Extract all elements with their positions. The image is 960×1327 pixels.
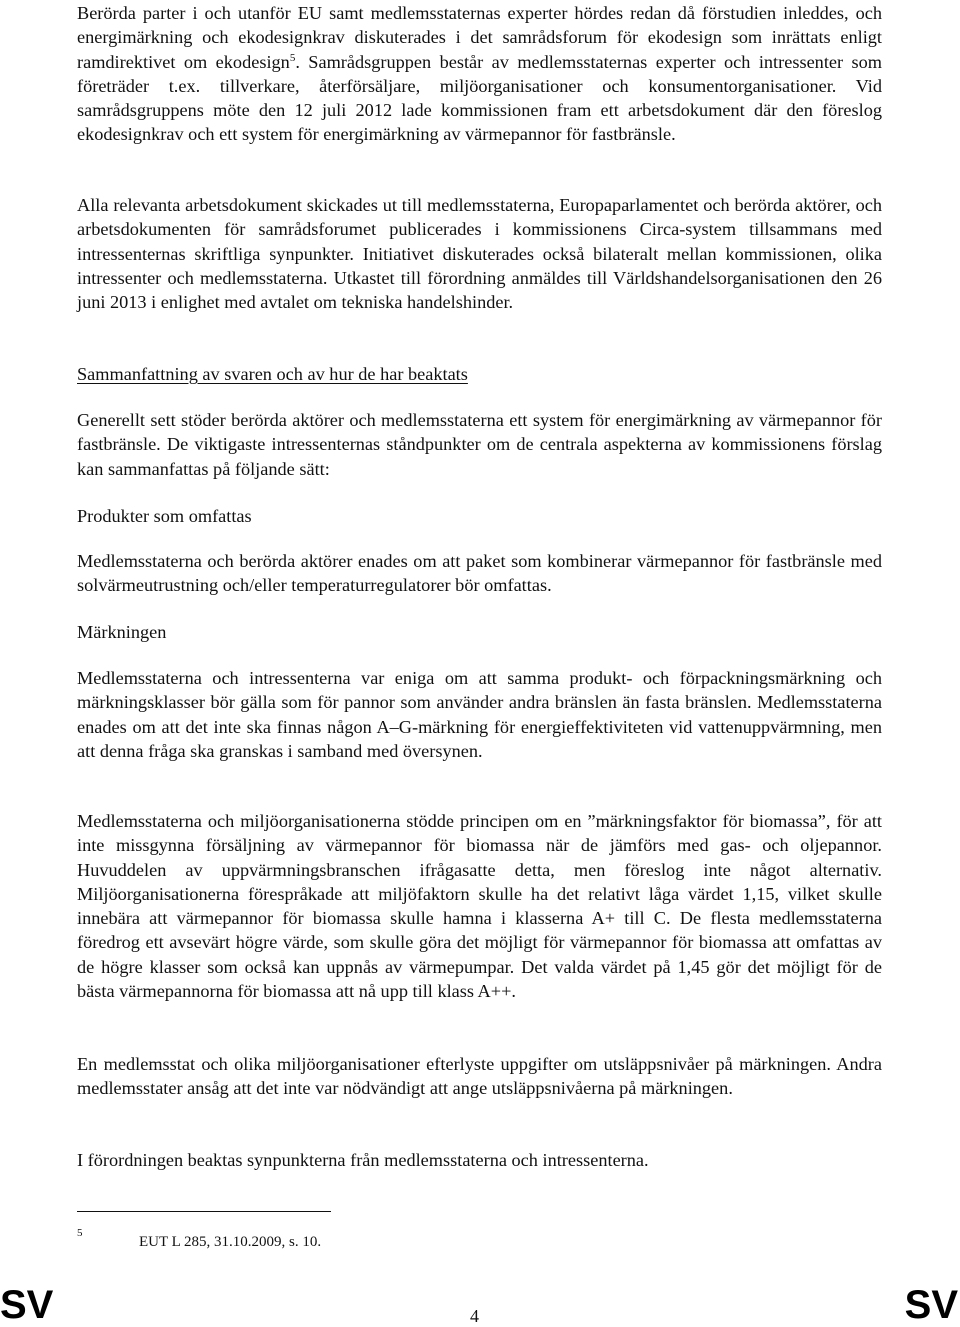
paragraph-products: Medlemsstaterna och berörda aktörer enades om att paket som kombinerar värmepannor för fastbränsle med solvärmeutrustning och/eller temperaturregulatorer bör omfattas. xyxy=(77,551,882,596)
paragraph-conclusion: I förordningen beaktas synpunkterna från medlemsstaterna och intressenterna. xyxy=(77,1150,649,1170)
paragraph-text: . Samrådsgruppen består av medlemsstaternas experter och intressenter som företräder t.ex. tillverkare, återförsäljare, miljöorganisationer och konsumentorganisationer. Vid samrådsgruppens möte den 12 juli 2012 lade kommissionen fram ett arbetsdokument där den föreslog ekodesignkrav och ett system för energimärkning av värmepannor för fastbränsle. xyxy=(77,51,882,145)
language-code-right: SV xyxy=(904,1283,958,1327)
paragraph-general-support: Generellt sett stöder berörda aktörer och medlemsstaterna ett system för energimärkning av värmepannor för fastbränsle. De viktigaste intressenternas ståndpunkter om de centrala aspekterna av kommissionens förslag kan sammanfattas på följande sätt: xyxy=(77,410,882,479)
paragraph-labelling-classes: Medlemsstaterna och intressenterna var eniga om att samma produkt- och förpackningsmärkning och märkningsklasser bör gälla som för pannor som använder andra bränslen än fasta bränslen. Medlemsstaterna enades om att det inte ska finnas någon A–G-märkning för energieffektiviteten vid vattenuppvärmning, men att denna fråga ska granskas i samband med översynen. xyxy=(77,668,882,761)
footnote-number: 5 xyxy=(77,1227,83,1239)
paragraph-emissions: En medlemsstat och olika miljöorganisationer efterlyste uppgifter om utsläppsnivåer på märkningen. Andra medlemsstater ansåg att det inte var nödvändigt att ange utsläppsnivåerna på märkningen. xyxy=(77,1054,882,1099)
language-code-left: SV xyxy=(0,1283,54,1327)
section-heading-summary: Sammanfattning av svaren och av hur de har beaktats xyxy=(77,364,468,384)
footnote-reference[interactable]: 5 xyxy=(289,51,296,64)
paragraph-consultation xyxy=(77,1,882,147)
page-number: 4 xyxy=(470,1306,479,1326)
paragraph-text: Berörda parter i och utanför EU samt medlemsstaternas experter hördes redan då förstudien inleddes, och energimärkning och ekodesignkrav diskuterades i det samrådsforum för ekodesign som inrättats enligt ramdirektivet om ekodesign xyxy=(77,3,882,72)
subheading-products: Produkter som omfattas xyxy=(77,506,252,526)
footnote-divider xyxy=(77,1211,331,1212)
paragraph-biomass-factor: Medlemsstaterna och miljöorganisationerna stödde principen om en ”märkningsfaktor för biomassa”, för att inte missgynna försäljning av värmepannor för biomassa när de jämförs med gas- och oljepannor. Huvuddelen av uppvärmningsbranschen ifrågasatte detta, men föreslog inte något alternativ. Miljöorganisationerna förespråkade att miljöfaktorn skulle ha det relativt låga värdet 1,15, vilket skulle innebära att värmepannor för biomassa skulle hamna i klasserna A+ till C. De flesta medlemsstaterna föredrog ett avsevärt högre värde, som skulle göra det möjligt för värmepannor för biomassa att omfattas av de högre klasser som också kan uppnås av värmepumpar. Det valda värdet på 1,45 gör det möjligt för de bästa värmepannorna för biomassa att nå upp till klass A++. xyxy=(77,811,882,1002)
subheading-labelling: Märkningen xyxy=(77,622,167,642)
paragraph-working-documents: Alla relevanta arbetsdokument skickades ut till medlemsstaterna, Europaparlamentet och berörda aktörer, och arbetsdokumenten för samrådsforumet publicerades i kommissionens Circa-system tillsammans med intressenternas skriftliga synpunkter. Initiativet diskuterades också bilateralt mellan kommissionen, olika intressenter och medlemsstaterna. Utkastet till förordning anmäldes till Världshandelsorganisationen den 26 juni 2013 i enlighet med avtalet om tekniska handelshinder. xyxy=(77,195,882,313)
footnote-text: EUT L 285, 31.10.2009, s. 10. xyxy=(139,1234,322,1250)
